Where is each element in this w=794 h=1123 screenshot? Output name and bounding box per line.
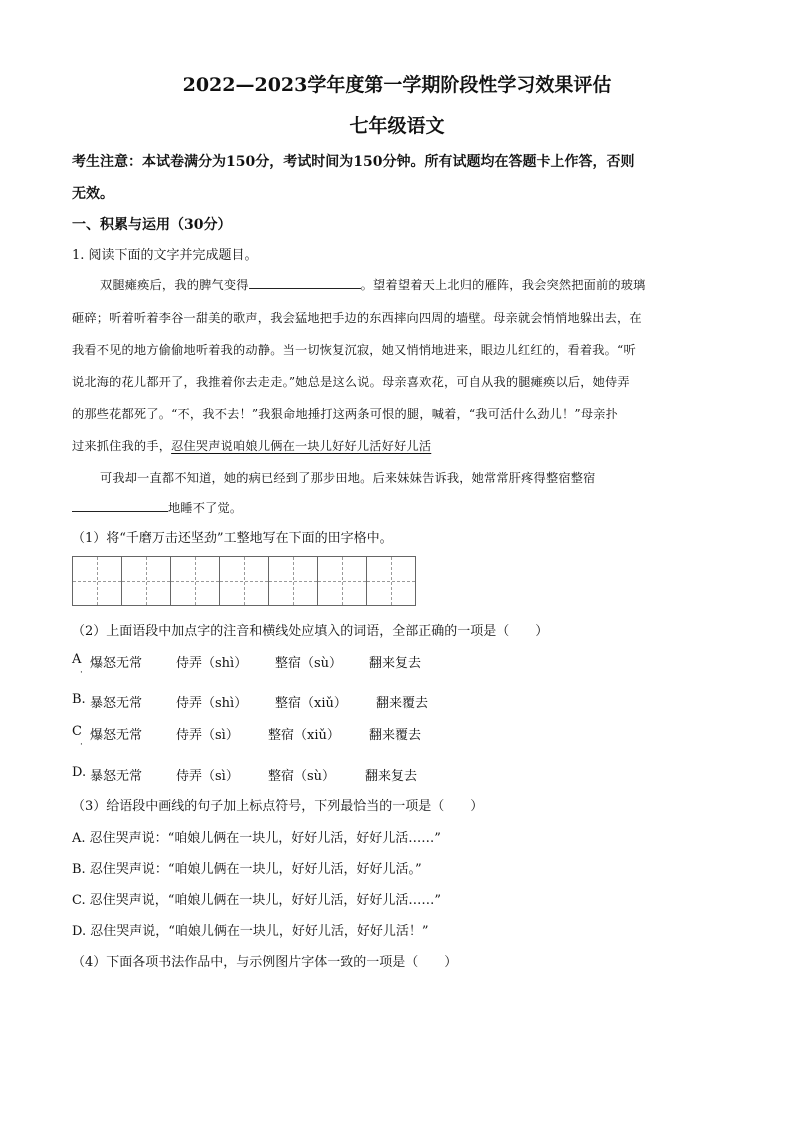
sub-question-4: （4）下面各项书法作品中，与示例图片字体一致的一项是（ ） bbox=[72, 955, 458, 970]
option-letter: A bbox=[72, 652, 82, 667]
sub-question-2: （2）上面语段中加点字的注音和横线处应填入的词语，全部正确的一项是（ ） bbox=[72, 624, 549, 639]
option-row-c[interactable] bbox=[72, 724, 472, 742]
option-word-c: 整宿（sù） bbox=[268, 769, 336, 784]
passage-text: 。望着望着天上北归的雁阵，我会突然把面前的玻璃 bbox=[360, 278, 646, 292]
option-word-a: 暴怒无常 bbox=[90, 696, 143, 711]
passage-line-5: 的那些花都死了。“不，我不去！”我狠命地捶打这两条可恨的腿，喊着，“我可活什么劲儿！”母亲扑 bbox=[72, 407, 618, 421]
tianzige-cell[interactable] bbox=[367, 557, 415, 605]
option-word-d: 翻来复去 bbox=[365, 769, 418, 784]
tianzige-grid[interactable] bbox=[72, 556, 416, 606]
passage-line-3: 我看不见的地方偷偷地听着我的动静。当一切恢复沉寂，她又悄悄地进来，眼边儿红红的，看着我。“听 bbox=[72, 343, 636, 357]
option-row-b[interactable] bbox=[72, 692, 472, 710]
tianzige-cell[interactable] bbox=[122, 557, 171, 605]
tianzige-cell[interactable] bbox=[220, 557, 269, 605]
option-word-c: 整宿（sù） bbox=[275, 656, 343, 671]
option-word-b: 侍弄（sì） bbox=[176, 728, 239, 743]
passage-line-7: 可我却一直都不知道，她的病已经到了那步田地。后来妹妹告诉我，她常常肝疼得整宿整宿 bbox=[100, 471, 596, 485]
exam-subtitle: 七年级语文 bbox=[349, 115, 445, 137]
answer-blank-1[interactable] bbox=[249, 276, 361, 289]
tianzige-cell[interactable] bbox=[318, 557, 367, 605]
sub-question-1: （1）将“千磨万击还坚劲”工整地写在下面的田字格中。 bbox=[72, 531, 393, 546]
passage-line-6 bbox=[72, 437, 431, 454]
passage-line-8 bbox=[72, 499, 242, 516]
option-word-b: 侍弄（shì） bbox=[176, 656, 248, 671]
option-word-c: 整宿（xiǔ） bbox=[268, 728, 340, 743]
passage-line-4: 说北海的花儿都开了，我推着你去走走。”她总是这么说。母亲喜欢花，可自从我的腿瘫痪以后，她侍弄 bbox=[72, 375, 630, 389]
answer-blank-2[interactable] bbox=[72, 499, 168, 512]
sub3-option-d[interactable]: D. 忍住哭声说，“咱娘儿俩在一块儿，好好儿活，好好儿活！” bbox=[72, 924, 429, 939]
tianzige-cell[interactable] bbox=[171, 557, 220, 605]
sub3-option-b[interactable]: B. 忍住哭声说：“咱娘儿俩在一块儿，好好儿活，好好儿活。” bbox=[72, 862, 422, 877]
option-word-a: 暴怒无常 bbox=[90, 769, 143, 784]
notice-line-1: 考生注意：本试卷满分为150分，考试时间为150分钟。所有试题均在答题卡上作答，否则 bbox=[72, 154, 635, 170]
option-word-a: 爆怒无常 bbox=[90, 656, 143, 671]
option-word-d: 翻来覆去 bbox=[376, 696, 429, 711]
option-dot: · bbox=[80, 740, 83, 750]
option-word-d: 翻来覆去 bbox=[369, 728, 422, 743]
notice-line-2: 无效。 bbox=[72, 186, 114, 202]
passage-line-1 bbox=[100, 276, 646, 293]
option-word-d: 翻来复去 bbox=[369, 656, 422, 671]
option-word-b: 侍弄（sì） bbox=[176, 769, 239, 784]
sub3-option-c[interactable]: C. 忍住哭声说，“咱娘儿俩在一块儿，好好儿活，好好儿活……” bbox=[72, 893, 442, 908]
question-1-stem: 1. 阅读下面的文字并完成题目。 bbox=[72, 248, 258, 263]
option-word-b: 侍弄（shì） bbox=[176, 696, 248, 711]
option-dot: · bbox=[80, 668, 83, 678]
sub3-option-a[interactable]: A. 忍住哭声说：“咱娘儿俩在一块儿，好好儿活，好好儿活……” bbox=[72, 831, 441, 846]
passage-text: 过来抓住我的手， bbox=[72, 439, 172, 453]
option-row-a[interactable] bbox=[72, 652, 472, 670]
tianzige-cell[interactable] bbox=[269, 557, 318, 605]
passage-text: 双腿瘫痪后，我的脾气变得 bbox=[100, 278, 249, 292]
underlined-sentence: 忍住哭声说咱娘儿俩在一块儿好好儿活好好儿活 bbox=[171, 439, 432, 453]
passage-line-2: 砸碎；听着听着李谷一甜美的歌声，我会猛地把手边的东西摔向四周的墙壁。母亲就会悄悄地躲出去，在 bbox=[72, 311, 642, 325]
option-word-c: 整宿（xiǔ） bbox=[275, 696, 347, 711]
exam-title: 2022—2023学年度第一学期阶段性学习效果评估 bbox=[182, 74, 612, 96]
option-letter: B. bbox=[72, 692, 86, 707]
passage-text: 地睡不了觉。 bbox=[168, 501, 243, 515]
tianzige-cell[interactable] bbox=[73, 557, 122, 605]
section-heading: 一、积累与运用（30分） bbox=[72, 217, 232, 233]
option-word-a: 爆怒无常 bbox=[90, 728, 143, 743]
option-row-d[interactable] bbox=[72, 765, 472, 783]
option-letter: D. bbox=[72, 765, 87, 780]
sub-question-3: （3）给语段中画线的句子加上标点符号，下列最恰当的一项是（ ） bbox=[72, 799, 484, 814]
option-letter: C bbox=[72, 724, 82, 739]
